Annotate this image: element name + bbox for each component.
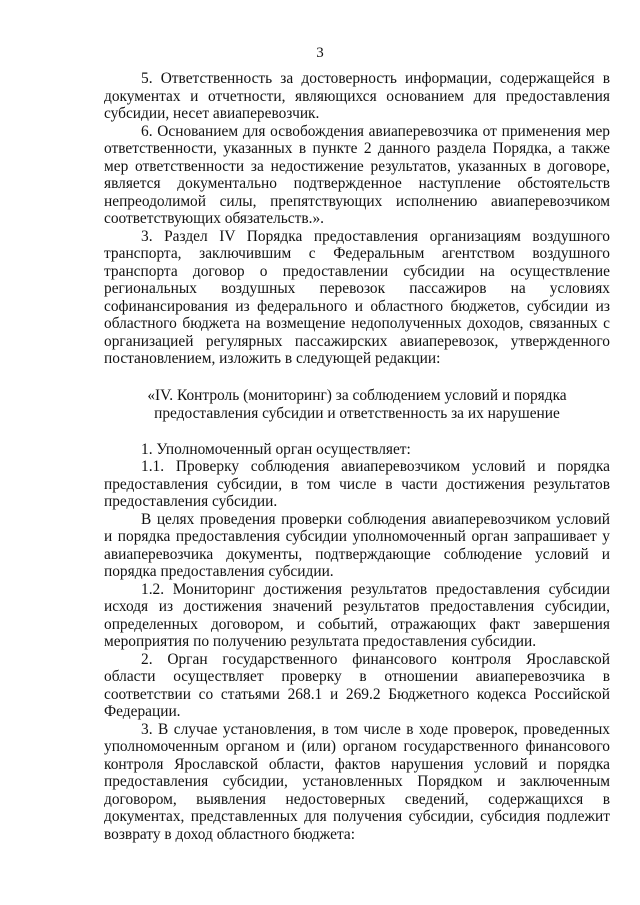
paragraph-verification-purpose: В целях проведения проверки соблюдения авиаперевозчиком условий и порядка предоставления субсидии уполномоченный орган запрашивает у авиаперевозчика документы, подтверждающие соблюдение условий и порядка предоставления субсидии. <box>104 510 610 580</box>
document-body <box>104 70 610 843</box>
paragraph-item-2: 2. Орган государственного финансового контроля Ярославской области осуществляет проверку в отношении авиаперевозчика в соответствии со статьями 268.1 и 269.2 Бюджетного кодекса Российской Федерации. <box>104 650 610 720</box>
page-number: 3 <box>316 45 324 61</box>
paragraph-section-amendment: 3. Раздел IV Порядка предоставления организациям воздушного транспорта, заключившим с Федеральным агентством воздушного транспорта договор о предоставлении субсидии на осуществление региональных воздушных перевозок пассажиров на условиях софинансирования из федерального и областного бюджетов, субсидии из областного бюджета на возмещение недополученных доходов, связанных с организацией регулярных пассажирских авиаперевозок, утвержденного постановлением, изложить в следующей редакции: <box>104 227 610 367</box>
section-heading-line-2: предоставления субсидии и ответственность за их нарушение <box>154 404 560 422</box>
paragraph-item-1: 1. Уполномоченный орган осуществляет: <box>141 440 411 458</box>
section-heading-line-1: «IV. Контроль (мониторинг) за соблюдением условий и порядка <box>147 386 567 404</box>
paragraph-item-1-1: 1.1. Проверку соблюдения авиаперевозчиком условий и порядка предоставления субсидии, в том числе в части достижения результатов предоставления субсидии. <box>104 458 610 510</box>
paragraph-responsibility: 5. Ответственность за достоверность информации, содержащейся в документах и отчетности, являющихся основанием для предоставления субсидии, несет авиаперевозчик. <box>104 70 610 122</box>
section-heading <box>104 387 610 423</box>
paragraph-item-1-2: 1.2. Мониторинг достижения результатов предоставления субсидии исходя из достижения значений результатов предоставления субсидии, определенных договором, и событий, отражающих факт завершения мероприятия по получению результата предоставления субсидии. <box>104 580 610 650</box>
paragraph-item-3: 3. В случае установления, в том числе в ходе проверок, проведенных уполномоченным органом и (или) органом государственного финансового контроля Ярославской области, фактов нарушения условий и порядка предоставления субсидии, установленных Порядком и заключенным договором, выявления недостоверных сведений, содержащихся в документах, представленных для получения субсидии, субсидия подлежит возврату в доход областного бюджета: <box>104 720 610 843</box>
paragraph-exemption: 6. Основанием для освобождения авиаперевозчика от применения мер ответственности, указанных в пункте 2 данного раздела Порядка, а также мер ответственности за недостижение результатов, указанных в договоре, является документально подтвержденное наступление обстоятельств непреодолимой силы, препятствующих исполнению авиаперевозчиком соответствующих обязательств.». <box>104 122 610 227</box>
